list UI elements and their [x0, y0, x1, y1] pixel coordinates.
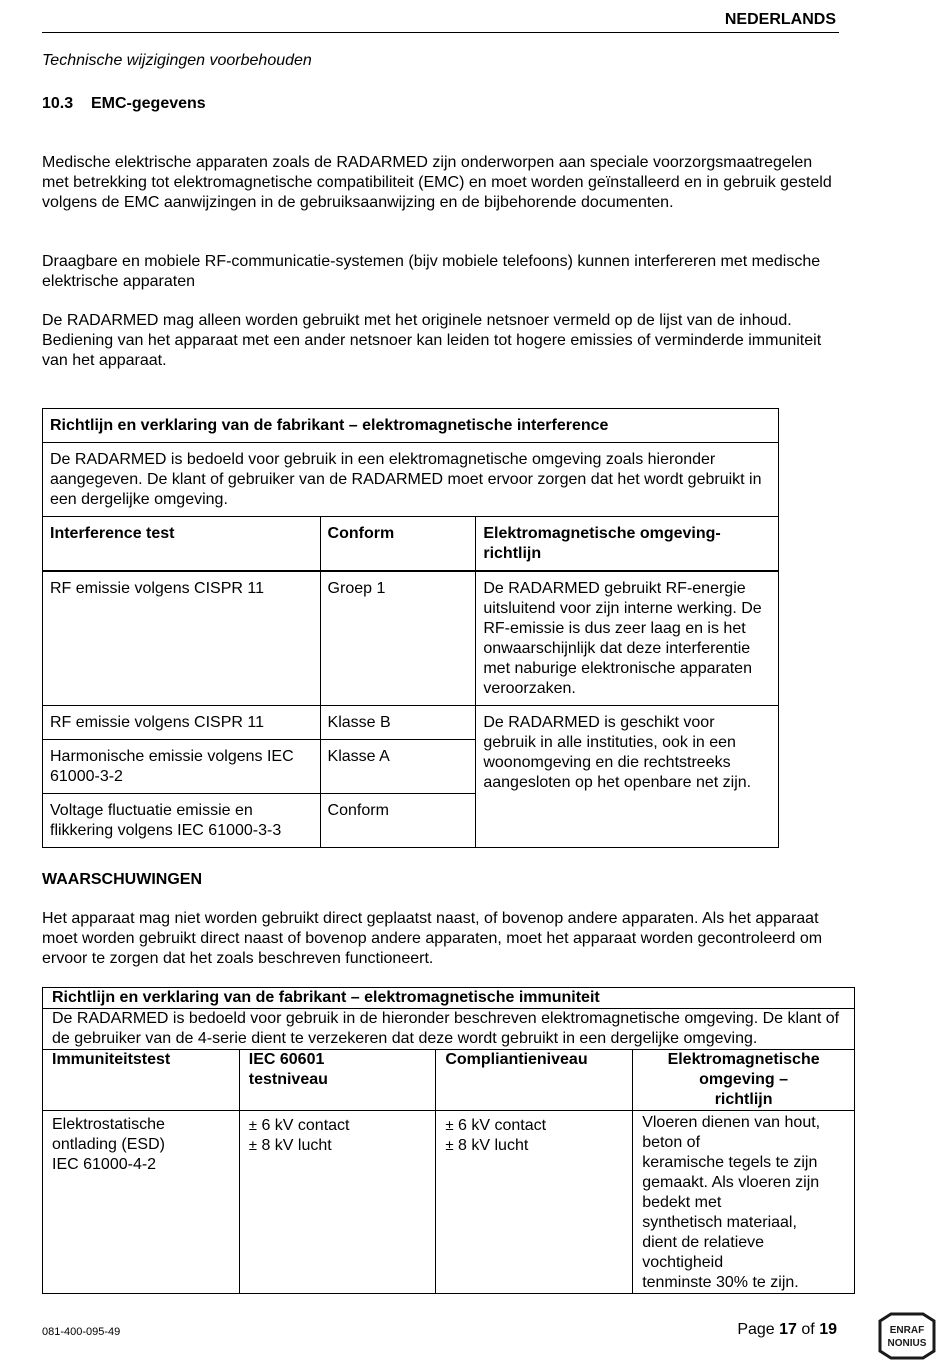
column-header-guidance: Elektromagnetische omgeving-richtlijn: [476, 517, 779, 572]
cell-line: [249, 1136, 427, 1156]
cell-line: IEC 61000-4-2: [52, 1156, 157, 1173]
cell-guidance: De RADARMED gebruikt RF-energie uitsluitend voor zijn interne werking. De RF-emissie is dus zeer laag en is het onwaarschijnlijk dat deze interferentie met naburige elektronische apparaten veroorzaken.: [476, 571, 779, 706]
cell-line: vochtigheid: [642, 1254, 724, 1271]
page-of: of: [801, 1321, 815, 1338]
compliance-value: 8 kV lucht: [458, 1137, 529, 1154]
cell-line: Elektrostatische: [52, 1116, 165, 1133]
cell-line: ontlading (ESD): [52, 1136, 165, 1153]
cell-conform: Klasse B: [320, 706, 476, 740]
header-line: testniveau: [248, 1071, 328, 1088]
header-line: Elektromagnetische: [667, 1051, 820, 1068]
table-row: [43, 706, 779, 740]
paragraph-power-cord: De RADARMED mag alleen worden gebruikt met het originele netsnoer vermeld op de lijst van de inhoud. Bediening van het apparaat met een ander netsnoer kan leiden tot hogere emissies of verminderde immuniteit van het apparaat.: [42, 312, 822, 369]
cell-line: bedekt met: [642, 1194, 722, 1211]
column-header-test-level: [239, 1050, 436, 1111]
cell-line: [249, 1116, 427, 1136]
cell-line: [445, 1116, 623, 1136]
cell-conform: Groep 1: [320, 571, 476, 706]
cell-environment: [633, 1111, 855, 1294]
document-subtitle: Technische wijzigingen voorbehouden: [42, 52, 312, 69]
page-label: Page: [737, 1321, 775, 1338]
logo-line-2: NONIUS: [887, 1338, 927, 1349]
emission-table-title: Richtlijn en verklaring van de fabrikant – elektromagnetische interference: [43, 409, 779, 443]
plus-minus-sign: ±: [445, 1137, 454, 1154]
section-title: EMC-gegevens: [91, 95, 206, 112]
level-value: 6 kV contact: [261, 1117, 350, 1134]
cell-immunity-test: [43, 1111, 240, 1294]
logo-line-1: ENRAF: [889, 1325, 925, 1336]
immunity-table-intro: De RADARMED is bedoeld voor gebruik in de hieronder beschreven elektromagnetische omgeving. De klant of de gebruiker van de 4-serie dient te verzekeren dat deze wordt gebruikt in een dergelijke omgeving.: [43, 1009, 855, 1050]
immunity-table-title: Richtlijn en verklaring van de fabrikant – elektromagnetische immuniteit: [43, 988, 855, 1009]
cell-test-level: [239, 1111, 436, 1294]
page-total: 19: [819, 1321, 837, 1338]
section-heading: [42, 95, 206, 113]
header-rule: [42, 32, 839, 33]
cell-line: tenminste 30% te zijn.: [642, 1274, 799, 1291]
table-row: [43, 571, 779, 706]
page-number: [737, 1321, 837, 1339]
cell-line: keramische tegels te zijn: [642, 1154, 818, 1171]
cell-line: synthetisch materiaal,: [642, 1214, 797, 1231]
compliance-value: 6 kV contact: [458, 1117, 547, 1134]
plus-minus-sign: ±: [445, 1117, 454, 1134]
cell-line: [445, 1136, 623, 1156]
header-line: omgeving –: [699, 1071, 789, 1088]
header-line: richtlijn: [714, 1091, 773, 1108]
cell-compliance: [436, 1111, 633, 1294]
language-label: NEDERLANDS: [724, 11, 836, 28]
column-header-compliance: Compliantieniveau: [436, 1050, 633, 1111]
plus-minus-sign: ±: [248, 1117, 257, 1134]
plus-minus-sign: ±: [248, 1137, 257, 1154]
level-value: 8 kV lucht: [261, 1137, 332, 1154]
warnings-heading: WAARSCHUWINGEN: [42, 871, 202, 888]
cell-guidance: De RADARMED is geschikt voor gebruik in alle instituties, ook in een woonomgeving en die rechtstreeks aangesloten op het openbare net zijn.: [476, 706, 779, 848]
cell-line: Vloeren dienen van hout,: [642, 1114, 821, 1131]
cell-test: RF emissie volgens CISPR 11: [43, 571, 321, 706]
emission-table-intro: De RADARMED is bedoeld voor gebruik in een elektromagnetische omgeving zoals hieronder aangegeven. De klant of gebruiker van de RADARMED moet ervoor zorgen dat het wordt gebruikt in een dergelijke omgeving.: [43, 443, 779, 517]
document-number: 081-400-095-49: [42, 1326, 121, 1338]
cell-conform: Conform: [320, 794, 476, 848]
section-number: 10.3: [42, 95, 74, 112]
column-header-conform: Conform: [320, 517, 476, 572]
column-header-test: Interference test: [43, 517, 321, 572]
header-line: IEC 60601: [248, 1051, 325, 1068]
column-header-immunity-test: Immuniteitstest: [43, 1050, 240, 1111]
cell-line: dient de relatieve: [642, 1234, 765, 1251]
immunity-table: [42, 987, 855, 1294]
warnings-text: Het apparaat mag niet worden gebruikt direct geplaatst naast, of bovenop andere apparaten. Als het apparaat moet worden gebruikt direct naast of bovenop andere apparaten, moet het apparaat worden gecontroleerd om ervoor te zorgen dat het zoals beschreven functioneert.: [42, 910, 823, 967]
cell-line: beton of: [642, 1134, 701, 1151]
page-current: 17: [779, 1321, 797, 1338]
paragraph-rf-devices: Draagbare en mobiele RF-communicatie-systemen (bijv mobiele telefoons) kunnen interfereren met medische elektrische apparaten: [42, 253, 821, 290]
table-row: [43, 1111, 855, 1294]
cell-test: RF emissie volgens CISPR 11: [43, 706, 321, 740]
cell-conform: Klasse A: [320, 740, 476, 794]
paragraph-emc-intro: Medische elektrische apparaten zoals de RADARMED zijn onderworpen aan speciale voorzorgsmaatregelen met betrekking tot elektromagnetische compatibiliteit (EMC) en moet worden geïnstalleerd en in gebruik gesteld volgens de EMC aanwijzingen in de gebruiksaanwijzing en de bijbehorende documenten.: [42, 154, 832, 211]
enraf-nonius-logo: [877, 1311, 937, 1361]
cell-test: Voltage fluctuatie emissie en flikkering volgens IEC 61000-3-3: [43, 794, 321, 848]
cell-line: gemaakt. Als vloeren zijn: [642, 1174, 820, 1191]
column-header-environment: [633, 1050, 855, 1111]
cell-test: Harmonische emissie volgens IEC 61000-3-2: [43, 740, 321, 794]
emission-table: [42, 408, 779, 848]
